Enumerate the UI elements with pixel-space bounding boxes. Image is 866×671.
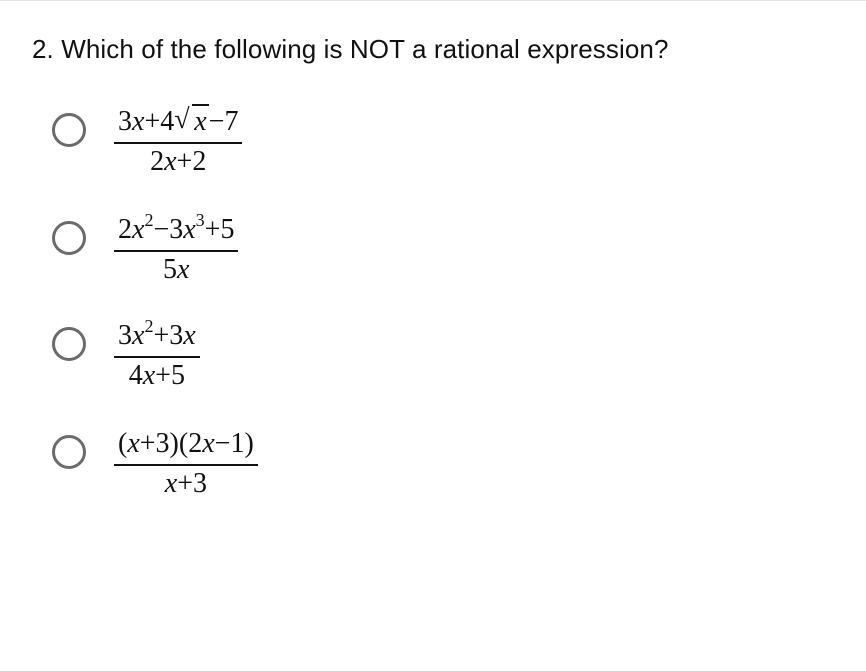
numerator-option-2: $2x^2-3x^3+5$ — [118, 210, 235, 245]
radio-button-option-3[interactable] — [52, 327, 86, 361]
numerator-option-3: $3x^2+3x$ — [118, 316, 196, 351]
numerator-option-1: 3x+4 √ x−7 — [118, 104, 239, 137]
radio-button-option-1[interactable] — [52, 113, 86, 147]
fraction-option-2 — [114, 210, 238, 286]
fraction-option-1 — [114, 105, 242, 178]
denominator-option-4: x+3 — [164, 468, 207, 499]
radio-button-option-4[interactable] — [52, 435, 86, 469]
radio-button-option-2[interactable] — [52, 221, 86, 255]
question-text: 2. Which of the following is NOT a rational expression? — [32, 34, 669, 64]
square-root: √ x — [174, 104, 207, 137]
radical-sign: √ — [174, 104, 190, 135]
denominator-option-2: 5x — [163, 254, 190, 285]
denominator-option-1: 2x+2 — [150, 146, 207, 177]
numerator-option-4: (x+3)(2x−1) — [118, 428, 254, 459]
fraction-option-3 — [114, 316, 200, 392]
denominator-option-3: 4x+5 — [128, 360, 185, 391]
fraction-option-4 — [114, 427, 258, 500]
